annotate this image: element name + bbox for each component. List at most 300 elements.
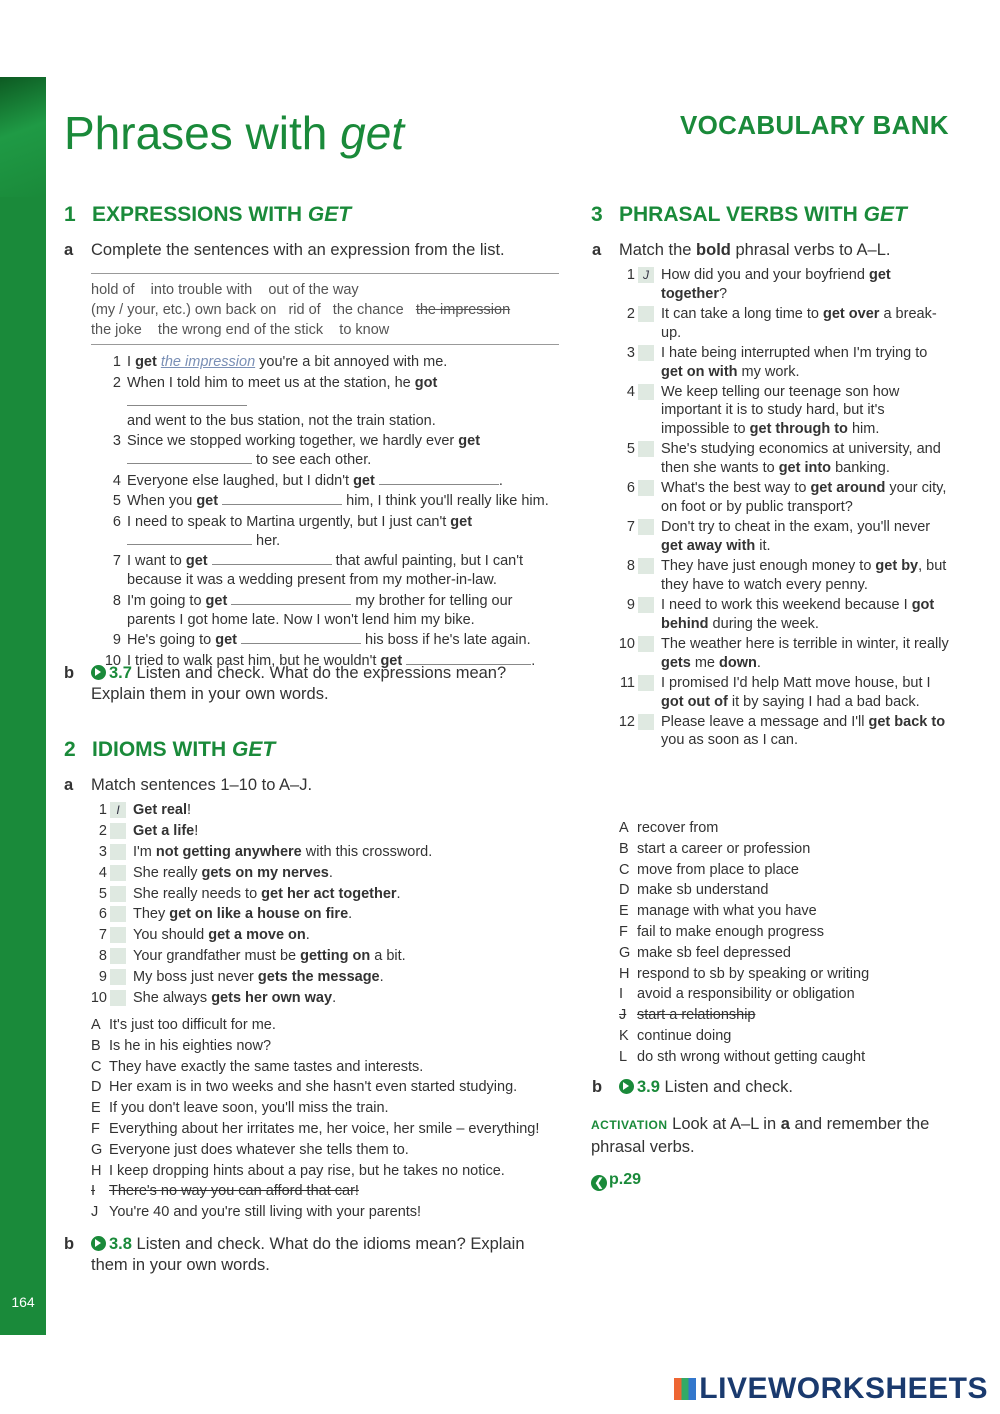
- option-text: recover from: [637, 820, 719, 836]
- answer-box[interactable]: [110, 906, 126, 922]
- option-letter: I: [91, 1183, 96, 1200]
- answer-box[interactable]: [638, 480, 654, 496]
- footer-brand[interactable]: [674, 1372, 988, 1406]
- section-number: 1: [64, 203, 76, 226]
- sentence-item: [109, 513, 561, 551]
- sentence-text: .: [531, 652, 536, 669]
- option-letter: H: [91, 1162, 102, 1179]
- option-text: They have exactly the same tastes and interests.: [109, 1058, 424, 1075]
- phrasal-verb-text: What's the best way to get around your city, on foot or by public transport?: [661, 480, 947, 516]
- sentence-item: [109, 552, 561, 590]
- idiom-item: [91, 822, 561, 841]
- expression-list-box: [91, 273, 559, 345]
- idiom-text: .: [305, 927, 310, 944]
- option-text: avoid a responsibility or obligation: [637, 986, 855, 1003]
- option-text: I keep dropping hints about a pay rise, but he takes no notice.: [109, 1162, 505, 1179]
- item-number: 2: [98, 822, 107, 839]
- option-text: make sb feel depressed: [637, 944, 791, 961]
- item-number: 3: [98, 843, 107, 860]
- answer-option: [619, 984, 949, 1005]
- item-number: 5: [112, 493, 121, 509]
- option-letter: D: [619, 882, 630, 899]
- audio-icon[interactable]: [619, 1079, 634, 1094]
- phrasal-verb-text: Please leave a message and I'll get back to you as soon as I can.: [661, 713, 946, 749]
- answer-box[interactable]: J: [638, 267, 654, 283]
- instruction-text: Match sentences 1–10 to A–J.: [91, 776, 313, 794]
- title-italic: get: [340, 107, 405, 159]
- sentence-text: Since we stopped working together, we hardly ever: [127, 433, 459, 449]
- s3-answer-options: [619, 818, 949, 1068]
- idiom-bold: gets her own way: [211, 990, 333, 1007]
- instruction-text: Listen and check.: [659, 1078, 793, 1096]
- answer-option: [619, 943, 949, 964]
- phrasal-verb-item: [619, 479, 949, 517]
- sentence-text: I'm going to: [127, 592, 206, 609]
- instruction-text: Complete the sentences with an expression from the list.: [91, 241, 505, 259]
- item-letter: a: [64, 776, 74, 794]
- option-letter: K: [619, 1027, 629, 1044]
- answer-blank[interactable]: [241, 631, 361, 644]
- option-text: You're 40 and you're still living with your parents!: [109, 1204, 422, 1221]
- answer-box[interactable]: [110, 927, 126, 943]
- answer-option: [619, 901, 949, 922]
- answer-option: [619, 818, 949, 839]
- box-line-1: [91, 280, 559, 300]
- answer-option: [91, 1140, 561, 1161]
- option-text: It's just too difficult for me.: [109, 1017, 276, 1033]
- idiom-bold: get a move on: [208, 927, 306, 944]
- page-number: 164: [11, 1294, 35, 1310]
- idiom-text: They: [133, 906, 170, 923]
- s3-phrasal-verb-list: [619, 266, 949, 751]
- s2-answer-options: [91, 1015, 561, 1223]
- idiom-text: !: [187, 802, 192, 818]
- item-number: 2: [112, 374, 121, 391]
- box-item: out of the way: [268, 282, 359, 298]
- item-number: 4: [112, 472, 121, 489]
- sentence-continuation: parents I got home late. Now I won't lend him my bike.: [127, 611, 475, 628]
- item-number: 2: [626, 305, 635, 322]
- idiom-text: You should: [133, 927, 209, 944]
- sentence-bold: get: [458, 433, 481, 449]
- item-number: 9: [112, 632, 121, 648]
- idiom-item: [91, 905, 561, 924]
- answer-box[interactable]: [638, 441, 654, 457]
- answer-box[interactable]: [110, 844, 126, 860]
- answer-blank[interactable]: [127, 451, 252, 464]
- item-number: 8: [112, 592, 121, 609]
- section-title: PHRASAL VERBS WITH: [619, 203, 864, 226]
- item-number: 12: [618, 713, 635, 730]
- box-item-used: the impression: [415, 302, 511, 318]
- s2-instruction-b: [64, 1234, 561, 1276]
- sentence-item: [109, 432, 561, 470]
- option-text: Everyone just does whatever she tells them to.: [109, 1141, 409, 1158]
- idiom-text: .: [348, 906, 353, 923]
- answer-box[interactable]: [638, 306, 654, 322]
- idiom-text: .: [379, 969, 384, 986]
- sentence-bold: get: [450, 513, 473, 530]
- sentence-text: I want to: [127, 553, 186, 569]
- option-text: If you don't leave soon, you'll miss the train.: [109, 1100, 389, 1117]
- s2-instruction-a: [64, 775, 561, 796]
- phrasal-verb-item: [619, 344, 949, 382]
- idiom-item: [91, 885, 561, 904]
- answer-box[interactable]: [110, 990, 126, 1006]
- s1-instruction-b: [64, 663, 561, 705]
- answer-option: [619, 964, 949, 985]
- sentence-bold: get: [196, 493, 219, 509]
- box-item: into trouble with: [150, 282, 253, 298]
- item-letter: a: [64, 241, 74, 259]
- option-letter: L: [619, 1048, 628, 1065]
- idiom-text: a bit.: [370, 948, 406, 965]
- option-letter: E: [619, 903, 629, 920]
- phrasal-verb-item: [619, 674, 949, 712]
- sentence-bold: get: [135, 354, 157, 370]
- answer-box[interactable]: [638, 636, 654, 652]
- option-letter: H: [619, 965, 630, 982]
- option-letter: C: [619, 861, 630, 878]
- option-letter: B: [619, 840, 629, 857]
- sentence-item: [109, 374, 561, 431]
- idiom-bold: Get real: [133, 802, 187, 818]
- option-letter: A: [619, 820, 629, 836]
- answer-option: [619, 922, 949, 943]
- item-number: 7: [112, 553, 121, 569]
- option-letter: E: [91, 1100, 101, 1117]
- phrasal-verb-item: [619, 713, 949, 751]
- idiom-item: [91, 843, 561, 862]
- answer-box[interactable]: [638, 714, 654, 730]
- page-title: [64, 106, 404, 160]
- sentence-bold: get: [353, 472, 375, 489]
- item-number: 9: [98, 969, 107, 986]
- answer-option: [91, 1015, 561, 1036]
- answer-box[interactable]: [110, 886, 126, 902]
- instruction-text: Listen and check. What do the idioms mean? Explain them in your own words.: [91, 1235, 525, 1274]
- sentence-item: [109, 472, 561, 491]
- item-number: 10: [90, 990, 107, 1007]
- answer-option: [91, 1036, 561, 1057]
- answer-option: [619, 860, 949, 881]
- item-number: 5: [626, 441, 635, 458]
- item-letter: b: [64, 664, 75, 682]
- answer-option: [91, 1161, 561, 1182]
- sentence-text: I: [127, 354, 136, 370]
- item-number: 10: [618, 635, 635, 652]
- idiom-bold: getting on: [300, 948, 371, 965]
- phrasal-verb-text: I need to work this weekend because I got behind during the week.: [661, 596, 935, 632]
- phrasal-verb-text: She's studying economics at university, and then she wants to get into banking.: [661, 441, 941, 477]
- option-text: Is he in his eighties now?: [109, 1037, 272, 1054]
- s3-instruction-a: [592, 240, 949, 261]
- track-number: 3.7: [109, 664, 132, 682]
- item-letter: a: [592, 241, 602, 259]
- phrasal-verb-text: How did you and your boyfriend get together?: [661, 267, 891, 302]
- item-number: 8: [98, 948, 107, 965]
- track-number: 3.8: [109, 1235, 132, 1253]
- sentence-bold: get: [215, 632, 237, 648]
- side-bar-leaf-decoration: [0, 77, 46, 197]
- option-letter: J: [91, 1204, 99, 1221]
- answer-box[interactable]: [638, 345, 654, 361]
- option-text: Her exam is in two weeks and she hasn't even started studying.: [109, 1079, 518, 1096]
- idiom-text: I'm: [133, 843, 156, 860]
- sentence-text: When you: [127, 493, 197, 509]
- answer-box[interactable]: [638, 558, 654, 574]
- idiom-item: [91, 989, 561, 1008]
- item-number: 10: [104, 652, 121, 669]
- arrow-icon: ❮: [591, 1175, 607, 1191]
- item-number: 7: [626, 519, 635, 536]
- sentence-text: When I told him to meet us at the station, he: [127, 374, 415, 391]
- section-title-italic: GET: [863, 203, 907, 226]
- option-letter: A: [91, 1017, 101, 1033]
- sentence-text: I tried to walk past him, but he wouldn't: [127, 652, 381, 669]
- answer-box[interactable]: [638, 384, 654, 400]
- section-1-heading: [64, 203, 351, 227]
- phrasal-verb-text: The weather here is terrible in winter, it really gets me down.: [661, 635, 949, 671]
- section-title-italic: GET: [232, 738, 276, 761]
- box-item: the joke: [91, 322, 142, 338]
- page-reference: p.29: [609, 1171, 642, 1188]
- answer-option: [619, 880, 949, 901]
- sentence-bold: get: [205, 592, 228, 609]
- instruction-bold: bold: [696, 241, 731, 259]
- side-bar: [0, 77, 46, 1335]
- option-letter: B: [91, 1037, 101, 1054]
- item-number: 6: [112, 513, 121, 530]
- phrasal-verb-text: Don't try to cheat in the exam, you'll never get away with it.: [661, 519, 931, 554]
- item-number: 3: [626, 344, 635, 361]
- item-number: 1: [626, 267, 635, 283]
- idiom-text: She always: [133, 990, 212, 1007]
- option-text: fail to make enough progress: [637, 923, 824, 940]
- phrasal-verb-item: [619, 383, 949, 439]
- liveworksheets-logo-icon: [674, 1378, 696, 1400]
- phrasal-verb-text: We keep telling our teenage son how important it is to study hard, but it's impossible to get through to him.: [661, 383, 900, 438]
- activation-tag: ACTIVATION: [591, 1118, 668, 1132]
- idiom-text: She really needs to: [133, 885, 262, 902]
- box-item: the wrong end of the stick: [157, 322, 324, 338]
- idiom-text: .: [328, 864, 333, 881]
- box-item: hold of: [91, 282, 135, 298]
- idiom-bold: gets on my nerves: [201, 864, 329, 881]
- sentence-item: [109, 631, 561, 650]
- instruction-text: Listen and check. What do the expressions mean? Explain them in your own words.: [91, 664, 507, 703]
- phrasal-verb-item: [619, 266, 949, 304]
- option-text: make sb understand: [637, 882, 769, 899]
- answer-box[interactable]: [110, 948, 126, 964]
- section-title: IDIOMS WITH: [92, 738, 232, 761]
- activation-box: [591, 1113, 951, 1158]
- answer-option: [91, 1057, 561, 1078]
- sentence-continuation: and went to the bus station, not the train station.: [127, 412, 436, 429]
- answer-blank[interactable]: [212, 552, 332, 565]
- answer-option: [91, 1202, 561, 1223]
- answer-option: [619, 1047, 949, 1068]
- box-line-2: [91, 300, 559, 320]
- answer-box[interactable]: I: [110, 802, 126, 818]
- idiom-item: [91, 926, 561, 945]
- idiom-text: .: [396, 885, 401, 902]
- item-number: 4: [98, 864, 107, 881]
- idiom-item: [91, 947, 561, 966]
- sentence-text: him, I think you'll really like him.: [342, 493, 549, 509]
- phrasal-verb-item: [619, 518, 949, 556]
- option-letter: F: [91, 1120, 100, 1137]
- box-item: (my / your, etc.) own back on: [91, 302, 277, 318]
- box-item: the chance: [332, 302, 404, 318]
- item-letter: b: [64, 1235, 75, 1253]
- audio-icon[interactable]: [91, 1236, 106, 1251]
- option-text: There's no way you can afford that car!: [109, 1183, 359, 1200]
- item-number: 7: [98, 927, 107, 944]
- option-letter: G: [91, 1141, 103, 1158]
- answer-box[interactable]: [638, 597, 654, 613]
- idiom-bold: Get a life: [133, 822, 195, 839]
- idiom-bold: get on like a house on fire: [169, 906, 349, 923]
- option-text: do sth wrong without getting caught: [637, 1048, 866, 1065]
- instruction-text: phrasal verbs to A–L.: [730, 241, 891, 259]
- option-letter: D: [91, 1079, 102, 1096]
- item-number: 5: [98, 885, 107, 902]
- phrasal-verb-text: I promised I'd help Matt move house, but I got out of it by saying I had a bad back.: [661, 674, 931, 710]
- phrasal-verb-text: They have just enough money to get by, but they have to watch every penny.: [661, 558, 947, 593]
- item-number: 6: [626, 480, 635, 497]
- answer-blank[interactable]: [231, 592, 351, 605]
- idiom-item: [91, 801, 561, 820]
- example-answer: the impression: [160, 354, 256, 370]
- phrasal-verb-item: [619, 557, 949, 595]
- sentence-text: He's going to: [127, 632, 216, 648]
- section-number: 2: [64, 738, 76, 761]
- sentence-bold: get: [185, 553, 208, 569]
- phrasal-verb-item: [619, 596, 949, 634]
- option-text: move from place to place: [637, 861, 799, 878]
- phrasal-verb-text: I hate being interrupted when I'm trying to get on with my work.: [661, 344, 928, 380]
- s1-sentence-list: [104, 353, 561, 672]
- answer-option: [91, 1098, 561, 1119]
- item-number: 9: [626, 596, 635, 613]
- page-reference-link[interactable]: [591, 1171, 641, 1191]
- section-title: EXPRESSIONS WITH: [92, 203, 308, 226]
- vocabulary-bank-header: VOCABULARY BANK: [680, 110, 949, 140]
- activation-text: and remember the phrasal verbs.: [591, 1115, 930, 1156]
- idiom-text: !: [194, 822, 199, 839]
- idiom-text: Your grandfather must be: [133, 948, 301, 965]
- answer-option: [91, 1181, 561, 1202]
- brand-name: LIVEWORKSHEETS: [699, 1372, 988, 1405]
- sentence-bold: got: [414, 374, 438, 391]
- item-number: 4: [626, 383, 635, 400]
- s2-idiom-list: [91, 801, 561, 1010]
- answer-option: [91, 1119, 561, 1140]
- item-number: 3: [112, 433, 121, 449]
- idiom-text: My boss just never: [133, 969, 258, 986]
- section-number: 3: [591, 203, 603, 226]
- option-text: start a career or profession: [637, 840, 811, 857]
- activation-text: Look at A–L in: [667, 1115, 781, 1133]
- sentence-text: his boss if he's late again.: [361, 632, 531, 648]
- section-3-heading: [591, 203, 907, 227]
- answer-blank[interactable]: [127, 393, 247, 406]
- answer-box[interactable]: [110, 823, 126, 839]
- option-letter: C: [91, 1058, 102, 1075]
- answer-box[interactable]: [638, 519, 654, 535]
- sentence-text: you're a bit annoyed with me.: [255, 354, 448, 370]
- option-letter: I: [619, 986, 624, 1003]
- sentence-continuation: because it was a wedding present from my mother-in-law.: [127, 572, 497, 588]
- instruction-text: Match the: [619, 241, 697, 259]
- answer-box[interactable]: [110, 865, 126, 881]
- idiom-bold: gets the message: [257, 969, 380, 986]
- audio-icon[interactable]: [91, 665, 106, 680]
- answer-blank[interactable]: [379, 472, 499, 485]
- item-number: 1: [98, 802, 107, 818]
- phrasal-verb-item: [619, 635, 949, 673]
- item-number: 6: [98, 906, 107, 923]
- answer-box[interactable]: [110, 969, 126, 985]
- item-number: 8: [626, 558, 635, 575]
- activation-bold: a: [780, 1115, 790, 1133]
- answer-option: [91, 1077, 561, 1098]
- sentence-item: [109, 353, 561, 372]
- item-letter: b: [592, 1078, 603, 1096]
- sentence-item: [109, 492, 561, 511]
- idiom-bold: get her act together: [261, 885, 397, 902]
- sentence-item: [109, 592, 561, 630]
- sentence-continuation: to see each other.: [252, 452, 372, 468]
- idiom-text: She really: [133, 864, 202, 881]
- sentence-text: Everyone else laughed, but I didn't: [127, 472, 354, 489]
- sentence-text: .: [498, 472, 503, 489]
- item-number: 11: [619, 674, 635, 691]
- phrasal-verb-text: It can take a long time to get over a break-up.: [661, 305, 937, 341]
- sentence-text: that awful painting, but I can't: [331, 553, 524, 569]
- track-number: 3.9: [637, 1078, 660, 1096]
- answer-option: [619, 839, 949, 860]
- box-item: to know: [339, 322, 390, 338]
- answer-option: [619, 1026, 949, 1047]
- answer-blank[interactable]: [222, 492, 342, 505]
- section-2-heading: [64, 738, 275, 762]
- sentence-text: I need to speak to Martina urgently, but I just can't: [127, 513, 451, 530]
- answer-box[interactable]: [638, 675, 654, 691]
- idiom-item: [91, 864, 561, 883]
- sentence-continuation: her.: [252, 532, 281, 549]
- option-text: respond to sb by speaking or writing: [637, 965, 870, 982]
- answer-blank[interactable]: [127, 532, 252, 545]
- phrasal-verb-item: [619, 440, 949, 478]
- idiom-bold: not getting anywhere: [155, 843, 302, 860]
- phrasal-verb-item: [619, 305, 949, 343]
- idiom-item: [91, 968, 561, 987]
- box-item: rid of: [288, 302, 321, 318]
- box-line-3: [91, 320, 559, 340]
- option-letter: G: [619, 944, 631, 961]
- sentence-text: my brother for telling our: [351, 592, 513, 609]
- option-text: continue doing: [637, 1027, 732, 1044]
- title-prefix: Phrases with: [64, 107, 341, 159]
- sentence-bold: get: [380, 652, 403, 669]
- option-text: manage with what you have: [637, 903, 817, 920]
- option-letter: J: [619, 1007, 627, 1024]
- item-number: 1: [112, 354, 121, 370]
- idiom-text: with this crossword.: [301, 843, 433, 860]
- answer-option: [619, 1005, 949, 1026]
